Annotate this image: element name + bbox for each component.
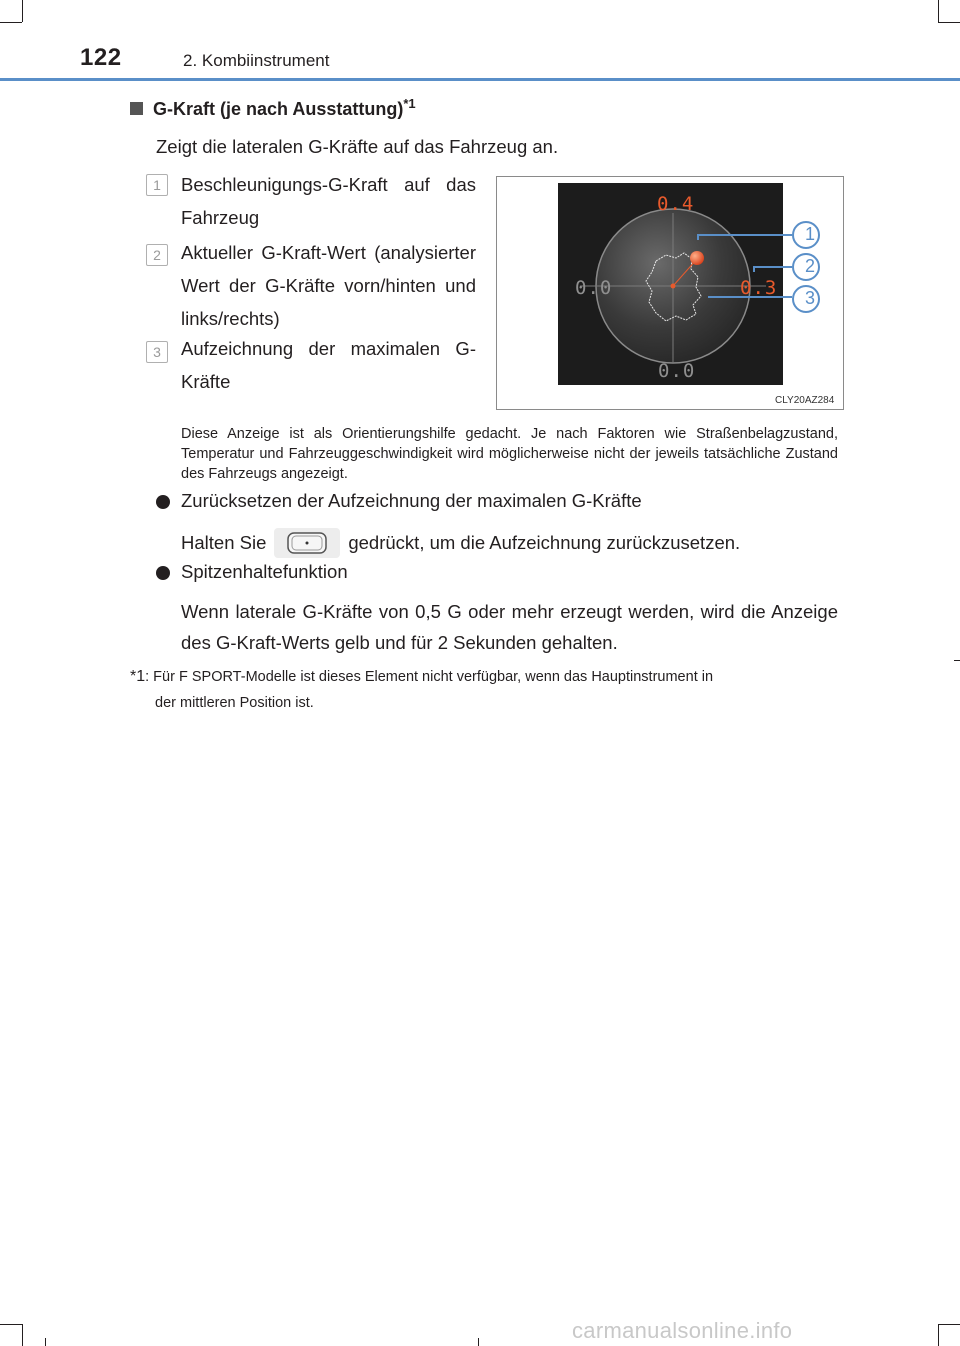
g-value-right: 0.3	[740, 277, 778, 299]
callout-label: 1	[804, 224, 815, 244]
item-number-badge: 2	[146, 244, 168, 266]
header-rule	[0, 78, 960, 81]
section-heading	[130, 96, 416, 120]
callout-label: 3	[804, 288, 815, 308]
footnote-mark: *1	[130, 668, 146, 685]
crop-mark	[938, 1324, 939, 1346]
footnote	[130, 664, 838, 716]
peak-text: Wenn laterale G-Kräfte von 0,5 G oder mehr erzeugt werden, wird die Anzeige des G-Kraft-Werts gelb und für 2 Sekunden gehalten.	[181, 601, 838, 653]
crop-mark	[938, 1324, 960, 1325]
section-title: 2. Kombiinstrument	[183, 51, 330, 70]
footnote-text: : Für F SPORT-Modelle ist dieses Element nicht verfügbar, wenn das Hauptinstrument in	[145, 669, 714, 685]
intro-text: Zeigt die lateralen G-Kräfte auf das Fahrzeug an.	[156, 136, 559, 157]
item-text: Beschleunigungs-G-Kraft auf das Fahrzeug	[181, 174, 476, 228]
figure-code: CLY20AZ284	[775, 395, 835, 406]
item-number-badge: 1	[146, 174, 168, 196]
watermark: carmanualsonline.info	[572, 1318, 793, 1343]
crop-mark	[954, 660, 960, 661]
g-value-left: 0.0	[575, 277, 613, 299]
footnote-text-cont: der mittleren Position ist.	[155, 695, 314, 711]
callout-lines	[496, 176, 844, 410]
reset-text-before: Halten Sie	[181, 532, 267, 553]
crop-mark	[22, 1324, 23, 1346]
crop-mark	[0, 1324, 22, 1325]
crop-mark	[478, 1338, 479, 1346]
square-bullet-icon	[130, 102, 143, 115]
steering-switch-icon	[274, 528, 340, 558]
reset-title: Zurücksetzen der Aufzeichnung der maximalen G-Kräfte	[181, 490, 642, 511]
heading-footnote-mark: *1	[403, 96, 416, 111]
item-text: Aufzeichnung der maximalen G-Kräfte	[181, 338, 476, 392]
page-number: 122	[80, 44, 122, 71]
reset-text-after: gedrückt, um die Aufzeichnung zurückzusetzen.	[348, 532, 741, 553]
peak-title: Spitzenhaltefunktion	[181, 561, 348, 582]
crop-mark	[0, 22, 22, 23]
g-value-bottom: 0.0	[658, 360, 696, 382]
crop-mark	[45, 1338, 46, 1346]
bullet-icon	[156, 495, 170, 509]
crop-mark	[938, 22, 960, 23]
note-text: Diese Anzeige ist als Orientierungshilfe gedacht. Je nach Faktoren wie Straßenbelagzustand, Temperatur und Fahrzeuggeschwindigkeit wird möglicherweise nicht der jeweils tatsächliche Zustand des Fahrzeugs angezeigt.	[181, 426, 838, 482]
reset-instruction	[181, 528, 740, 558]
heading-text: G-Kraft (je nach Ausstattung)	[153, 99, 404, 119]
item-text: Aktueller G-Kraft-Wert (analysierter Wert der G-Kräfte vorn/hinten und links/rechts)	[181, 242, 476, 329]
bullet-icon	[156, 566, 170, 580]
item-number-badge: 3	[146, 341, 168, 363]
crop-mark	[22, 0, 23, 22]
callout-label: 2	[804, 256, 815, 276]
crop-mark	[938, 0, 939, 22]
g-value-top: 0.4	[657, 193, 695, 215]
